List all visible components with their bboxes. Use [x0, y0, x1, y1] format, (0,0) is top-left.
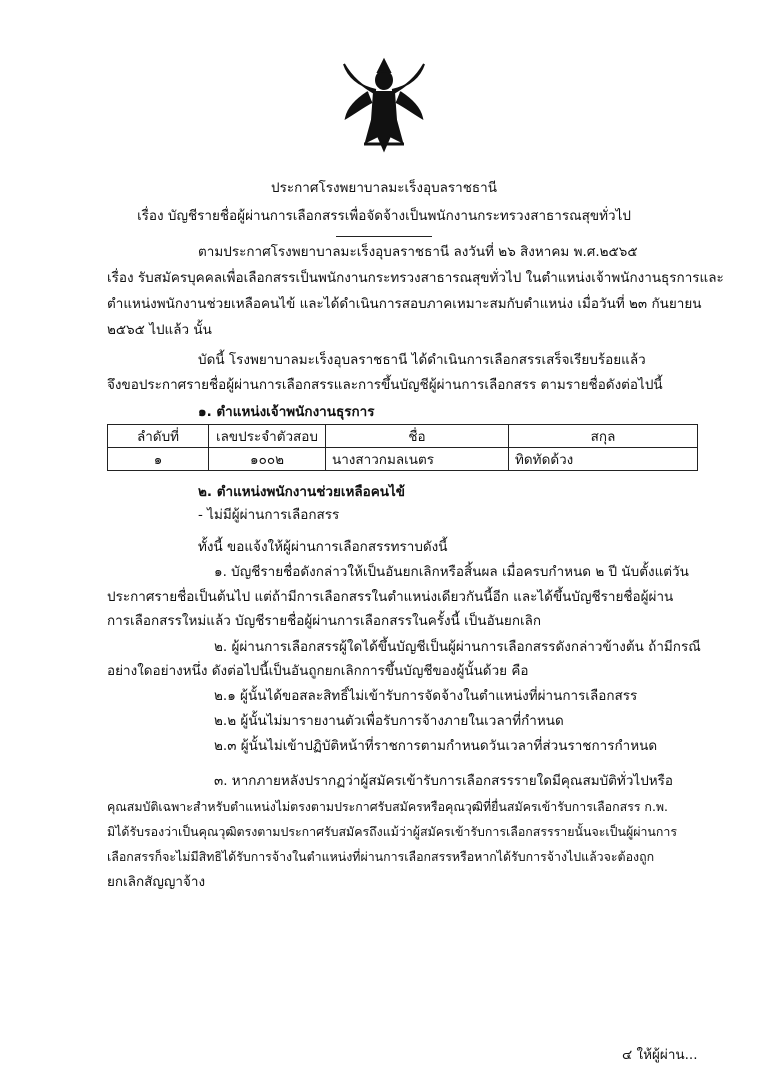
intro-line: ตามประกาศโรงพยาบาลมะเร็งอุบลราชธานี ลงวันที่ ๒๖ สิงหาคม พ.ศ.๒๕๖๕ [198, 244, 638, 260]
announcement-title: ประกาศโรงพยาบาลมะเร็งอุบลราชธานี [271, 180, 497, 196]
intro-line: เรื่อง รับสมัครบุคคลเพื่อเลือกสรรเป็นพนักงานกระทรวงสาธารณสุขทั่วไป ในตำแหน่งเจ้าพนักงานธุรการและ [107, 270, 724, 286]
condition-2-line: ๒. ผู้ผ่านการเลือกสรรผู้ใดได้ขึ้นบัญชีเป็นผู้ผ่านการเลือกสรรดังกล่าวข้างต้น ถ้ามีกรณี [214, 639, 701, 655]
condition-1-line: ประกาศรายชื่อเป็นต้นไป แต่ถ้ามีการเลือกสรรในตำแหน่งเดียวกันนี้อีก และได้ขึ้นบัญชีรายชื่อผู้ผ่าน [107, 589, 674, 605]
section2-heading: ๒. ตำแหน่งพนักงานช่วยเหลือคนไข้ [198, 484, 406, 500]
condition-1-line: การเลือกสรรใหม่แล้ว บัญชีรายชื่อผู้ผ่านการเลือกสรรในครั้งนี้ เป็นอันยกเลิก [107, 613, 542, 629]
table-header-row [108, 425, 698, 448]
announcement-subject: เรื่อง บัญชีรายชื่อผู้ผ่านการเลือกสรรเพื่อจัดจ้างเป็นพนักงานกระทรวงสาธารณสุขทั่วไป [137, 208, 631, 224]
condition-2-sub-item: ๒.๑ ผู้นั้นได้ขอสละสิทธิ์ไม่เข้ารับการจัดจ้างในตำแหน่งที่ผ่านการเลือกสรร [214, 688, 638, 704]
condition-3-line: ยกเลิกสัญญาจ้าง [107, 874, 206, 890]
announce-line: จึงขอประกาศรายชื่อผู้ผ่านการเลือกสรรและการขึ้นบัญชีผู้ผ่านการเลือกสรร ตามรายชื่อดังต่อไปนี้ [107, 377, 663, 393]
candidates-table [107, 424, 698, 471]
cell-exam-id: ๑๐๐๒ [209, 448, 326, 471]
conditions-intro: ทั้งนี้ ขอแจ้งให้ผู้ผ่านการเลือกสรรทราบดังนี้ [198, 539, 448, 555]
condition-3-line: ๓. หากภายหลังปรากฏว่าผู้สมัครเข้ารับการเลือกสรรรายใดมีคุณสมบัติทั่วไปหรือ [214, 773, 674, 789]
section2-note: - ไม่มีผู้ผ่านการเลือกสรร [198, 507, 340, 523]
condition-3-line: คุณสมบัติเฉพาะสำหรับตำแหน่งไม่ตรงตามประกาศรับสมัครหรือคุณวุฒิที่ยื่นสมัครเข้ารับการเลือกสรร ก.พ. [107, 799, 668, 814]
garuda-emblem-icon [338, 56, 430, 156]
cell-first-name: นางสาวกมลเนตร [326, 448, 509, 471]
col-header-first-name: ชื่อ [326, 425, 509, 448]
condition-2-line: อย่างใดอย่างหนึ่ง ดังต่อไปนี้เป็นอันถูกยกเลิกการขึ้นบัญชีของผู้นั้นด้วย คือ [107, 663, 529, 679]
table-row [108, 448, 698, 471]
col-header-exam-id: เลขประจำตัวสอบ [209, 425, 326, 448]
col-header-last-name: สกุล [509, 425, 698, 448]
condition-1-line: ๑. บัญชีรายชื่อดังกล่าวให้เป็นอันยกเลิกหรือสิ้นผล เมื่อครบกำหนด ๒ ปี นับตั้งแต่วัน [214, 564, 689, 580]
intro-line: ตำแหน่งพนักงานช่วยเหลือคนไข้ และได้ดำเนินการสอบภาคเหมาะสมกับตำแหน่ง เมื่อวันที่ ๒๓ กันยายน [107, 296, 702, 312]
condition-2-sub-item: ๒.๒ ผู้นั้นไม่มารายงานตัวเพื่อรับการจ้างภายในเวลาที่กำหนด [214, 713, 564, 729]
condition-3-line: เลือกสรรก็จะไม่มีสิทธิได้รับการจ้างในตำแหน่งที่ผ่านการเลือกสรรหรือหากได้รับการจ้างไปแล้วจะต้องถูก [107, 849, 655, 864]
cell-last-name: ทิดทัดด้วง [509, 448, 698, 471]
section1-heading: ๑. ตำแหน่งเจ้าพนักงานธุรการ [198, 404, 375, 420]
col-header-order: ลำดับที่ [108, 425, 209, 448]
title-divider [336, 236, 432, 237]
condition-3-line: มิได้รับรองว่าเป็นคุณวุฒิตรงตามประกาศรับสมัครถึงแม้ว่าผู้สมัครเข้ารับการเลือกสรรรายนั้นจะเป็นผู้ผ่านการ [107, 824, 678, 839]
intro-line: ๒๕๖๕ ไปแล้ว นั้น [107, 322, 212, 338]
condition-2-sub-item: ๒.๓ ผู้นั้นไม่เข้าปฏิบัติหน้าที่ราชการตามกำหนดวันเวลาที่ส่วนราชการกำหนด [214, 738, 658, 754]
announce-line: บัดนี้ โรงพยาบาลมะเร็งอุบลราชธานี ได้ดำเนินการเลือกสรรเสร็จเรียบร้อยแล้ว [198, 352, 646, 368]
cell-order: ๑ [108, 448, 209, 471]
page-continuation: ๔ ให้ผู้ผ่าน... [622, 1047, 698, 1063]
